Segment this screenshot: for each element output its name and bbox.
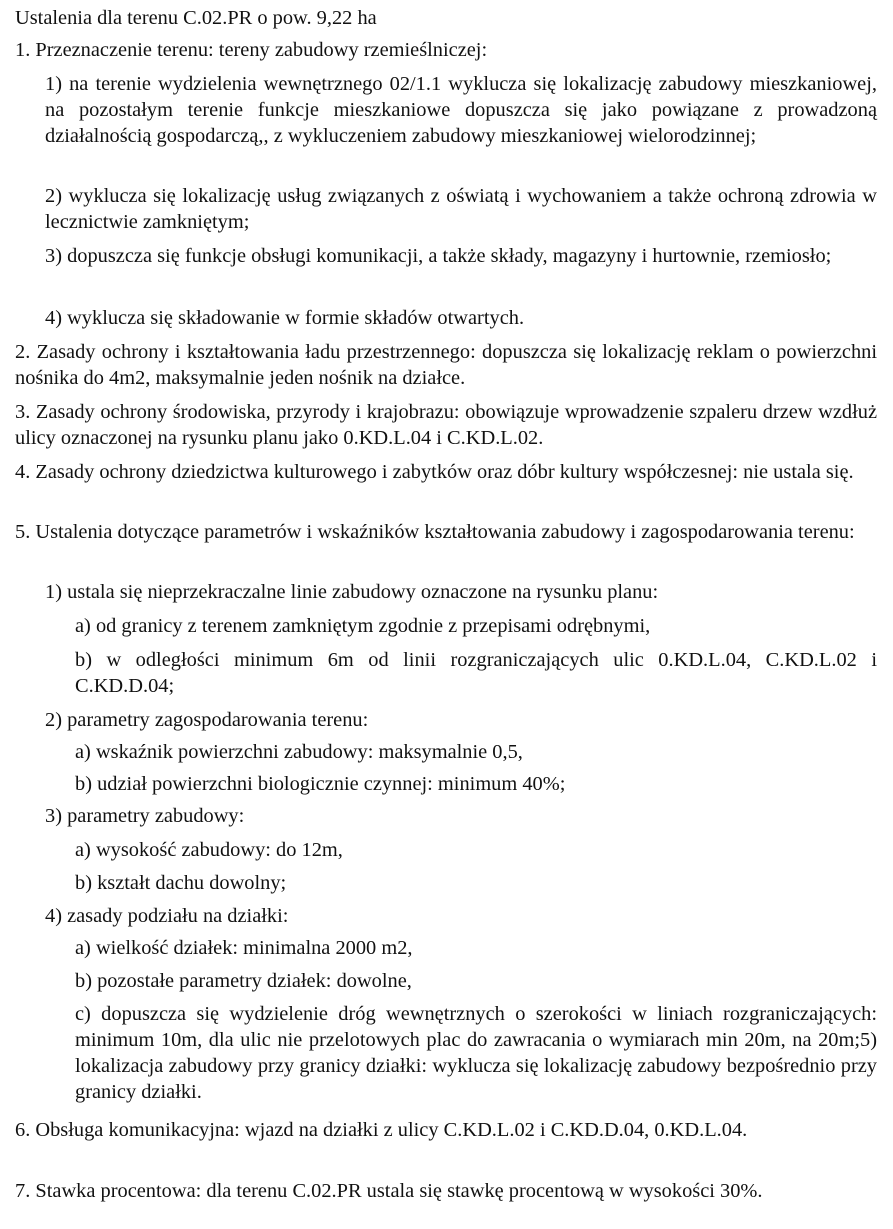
section-5-item-2b: b) udział powierzchni biologicznie czynnej: minimum 40%; bbox=[75, 773, 566, 795]
section-7-paragraph: 7. Stawka procentowa: dla terenu C.02.PR ustala się stawkę procentową w wysokości 30%. bbox=[15, 1180, 763, 1202]
section-1-item-4: 4) wyklucza się składowanie w formie składów otwartych. bbox=[45, 307, 525, 329]
section-5-item-1a: a) od granicy z terenem zamkniętym zgodnie z przepisami odrębnymi, bbox=[75, 615, 651, 637]
section-5-item-4a: a) wielkość działek: minimalna 2000 m2, bbox=[75, 937, 413, 959]
section-1-item-1: 1) na terenie wydzielenia wewnętrznego 02/1.1 wyklucza się lokalizację zabudowy mieszkaniowej, na pozostałym terenie funkcje mieszkaniowe dopuszcza się jako powiązane z prowadzoną działalnością gospodarczą,, z wykluczeniem zabudowy mieszkaniowej wielorodzinnej; bbox=[45, 73, 877, 147]
section-5-item-1: 1) ustala się nieprzekraczalne linie zabudowy oznaczone na rysunku planu: bbox=[45, 581, 659, 603]
section-5-item-1b: b) w odległości minimum 6m od linii rozgraniczających ulic 0.KD.L.04, C.KD.L.02 i C.KD.D.04; bbox=[75, 649, 877, 697]
section-4-paragraph: 4. Zasady ochrony dziedzictwa kulturowego i zabytków oraz dóbr kultury współczesnej: nie ustala się. bbox=[15, 461, 854, 483]
section-5-item-2: 2) parametry zagospodarowania terenu: bbox=[45, 709, 369, 731]
section-6-paragraph: 6. Obsługa komunikacyjna: wjazd na działki z ulicy C.KD.L.02 i C.KD.D.04, 0.KD.L.04. bbox=[15, 1119, 748, 1141]
section-5-item-4c: c) dopuszcza się wydzielenie dróg wewnętrznych o szerokości w liniach rozgraniczających: minimum 10m, dla ulic nie przelotowych plac do zawracania o wymiarach min 20m, na 20m;5) lokalizacja zabudowy przy granicy działki: wyklucza się lokalizację zabudowy bezpośrednio przy granicy działki. bbox=[75, 1003, 877, 1103]
section-5-item-4: 4) zasady podziału na działki: bbox=[45, 905, 289, 927]
section-2-paragraph: 2. Zasady ochrony i kształtowania ładu przestrzennego: dopuszcza się lokalizację reklam o powierzchni nośnika do 4m2, maksymalnie jeden nośnik na działce. bbox=[15, 341, 877, 389]
section-1-heading: 1. Przeznaczenie terenu: tereny zabudowy rzemieślniczej: bbox=[15, 39, 488, 61]
section-5-item-2a: a) wskaźnik powierzchni zabudowy: maksymalnie 0,5, bbox=[75, 741, 523, 763]
section-3-paragraph: 3. Zasady ochrony środowiska, przyrody i krajobrazu: obowiązuje wprowadzenie szpaleru drzew wzdłuż ulicy oznaczonej na rysunku planu jako 0.KD.L.04 i C.KD.L.02. bbox=[15, 401, 877, 449]
section-1-item-2: 2) wyklucza się lokalizację usług związanych z oświatą i wychowaniem a także ochroną zdrowia w lecznictwie zamkniętym; bbox=[45, 185, 877, 233]
section-5-item-4b: b) pozostałe parametry działek: dowolne, bbox=[75, 970, 412, 992]
section-5-heading: 5. Ustalenia dotyczące parametrów i wskaźników kształtowania zabudowy i zagospodarowania terenu: bbox=[15, 521, 855, 543]
section-5-item-3a: a) wysokość zabudowy: do 12m, bbox=[75, 839, 343, 861]
section-1-item-3: 3) dopuszcza się funkcje obsługi komunikacji, a także składy, magazyny i hurtownie, rzemiosło; bbox=[45, 245, 832, 267]
document-title: Ustalenia dla terenu C.02.PR o pow. 9,22 ha bbox=[15, 7, 377, 29]
section-5-item-3: 3) parametry zabudowy: bbox=[45, 805, 245, 827]
section-5-item-3b: b) kształt dachu dowolny; bbox=[75, 872, 287, 894]
